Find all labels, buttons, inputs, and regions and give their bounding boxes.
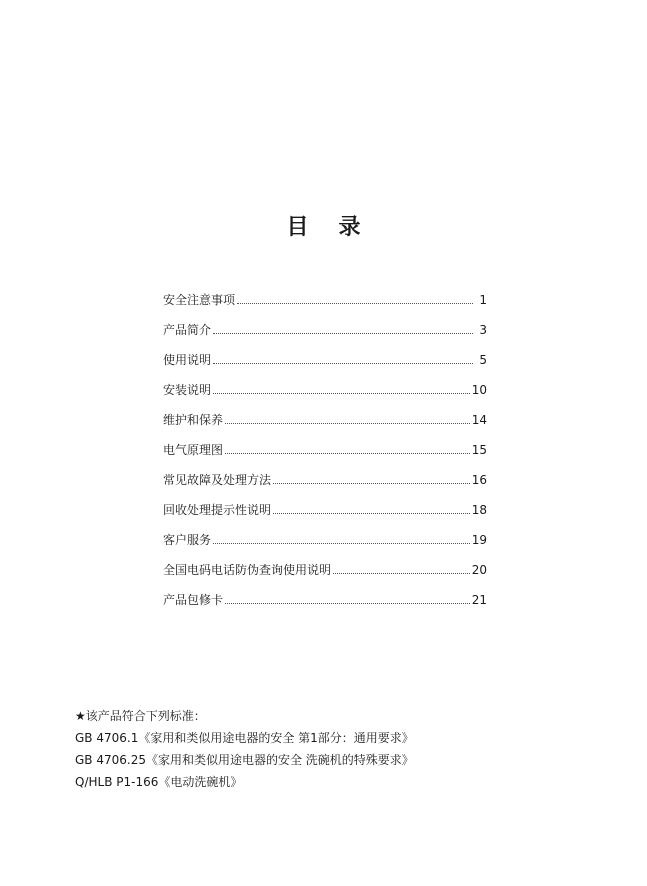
toc-entry-page: 16	[471, 473, 487, 487]
standards-intro	[75, 705, 595, 727]
star-icon: ★	[75, 709, 86, 723]
toc-dot-leader	[213, 542, 470, 544]
standards-intro-text: 该产品符合下列标准：	[85, 709, 206, 723]
toc-entry-page: 18	[471, 503, 487, 517]
toc-entry-label: 常见故障及处理方法	[163, 473, 272, 487]
standards-section	[75, 705, 595, 793]
toc-entry-label: 安全注意事项	[163, 293, 236, 307]
toc-entry-page: 19	[471, 533, 487, 547]
toc-entry-label: 回收处理提示性说明	[163, 503, 272, 517]
toc-entry-label: 电气原理图	[163, 443, 224, 457]
toc-entry[interactable]	[163, 280, 487, 310]
toc-entry-label: 全国电码电话防伪查询使用说明	[163, 563, 332, 577]
standard-item: GB 4706.1《家用和类似用途电器的安全 第1部分：通用要求》	[75, 731, 414, 745]
standard-item: Q/HLB P1-166《电动洗碗机》	[75, 775, 243, 789]
toc-entry[interactable]	[163, 430, 487, 460]
table-of-contents	[163, 280, 487, 610]
toc-dot-leader	[225, 602, 470, 604]
toc-dot-leader	[225, 452, 470, 454]
standard-item: GB 4706.25《家用和类似用途电器的安全 洗碗机的特殊要求》	[75, 753, 414, 767]
toc-entry[interactable]	[163, 460, 487, 490]
toc-entry-label: 客户服务	[163, 533, 212, 547]
toc-entry-page: 15	[471, 443, 487, 457]
toc-dot-leader	[225, 422, 470, 424]
toc-entry[interactable]	[163, 550, 487, 580]
toc-dot-leader	[213, 392, 470, 394]
toc-dot-leader	[213, 332, 473, 334]
toc-entry[interactable]	[163, 580, 487, 610]
toc-entry[interactable]	[163, 310, 487, 340]
toc-dot-leader	[333, 572, 470, 574]
toc-entry-page: 20	[471, 563, 487, 577]
toc-entry-page: 1	[479, 293, 487, 307]
toc-entry[interactable]	[163, 340, 487, 370]
toc-entry-page: 10	[471, 383, 487, 397]
toc-dot-leader	[237, 302, 473, 304]
toc-entry-page: 5	[479, 353, 487, 367]
toc-dot-leader	[273, 512, 470, 514]
toc-dot-leader	[213, 362, 473, 364]
toc-entry-label: 使用说明	[163, 353, 212, 367]
toc-entry-label: 产品包修卡	[163, 593, 224, 607]
toc-entry-label: 维护和保养	[163, 413, 224, 427]
toc-entry[interactable]	[163, 490, 487, 520]
toc-entry-page: 21	[471, 593, 487, 607]
toc-entry-page: 14	[471, 413, 487, 427]
title-char-1: 目	[286, 215, 309, 240]
toc-dot-leader	[273, 482, 470, 484]
page-title	[0, 210, 647, 241]
toc-entry-page: 3	[479, 323, 487, 337]
toc-entry[interactable]	[163, 520, 487, 550]
toc-entry[interactable]	[163, 400, 487, 430]
toc-entry-label: 产品简介	[163, 323, 212, 337]
toc-entry-label: 安装说明	[163, 383, 212, 397]
title-char-2: 录	[338, 215, 361, 240]
toc-entry[interactable]	[163, 370, 487, 400]
